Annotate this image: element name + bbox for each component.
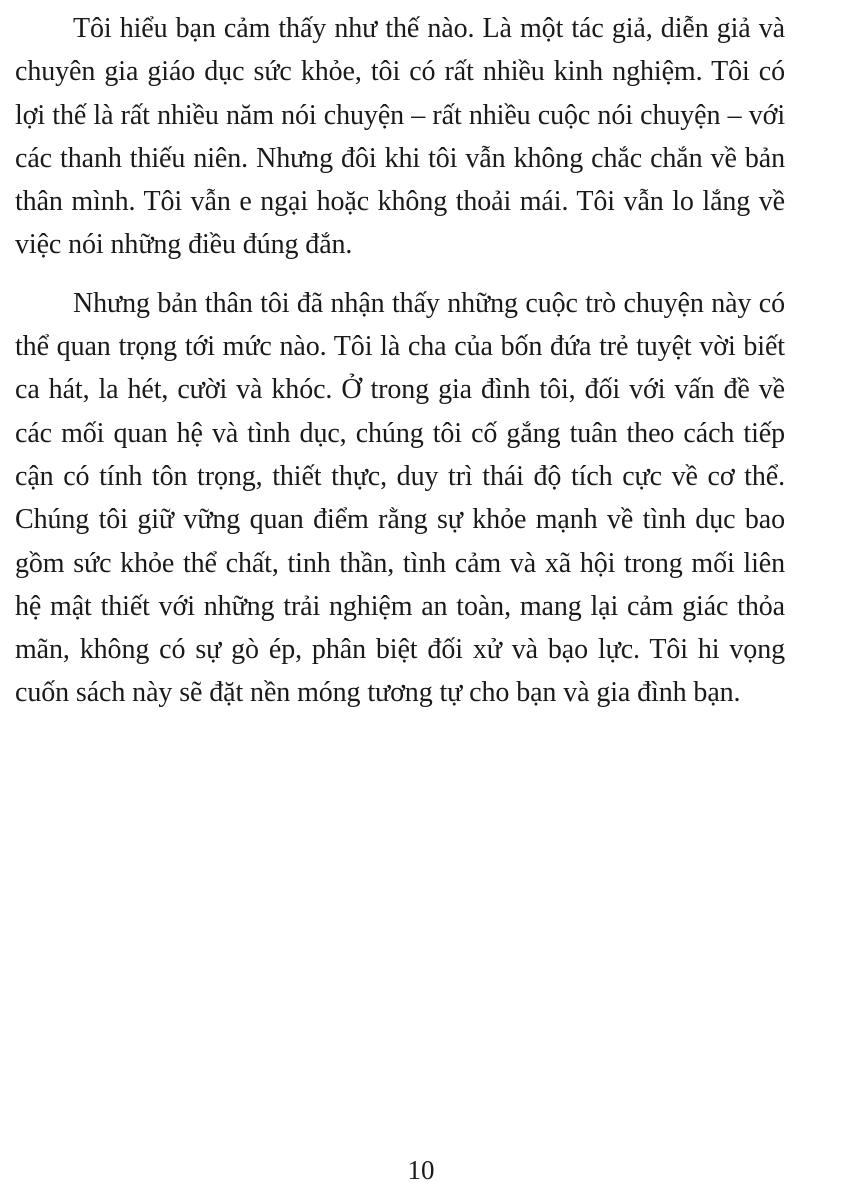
page-number: 10 [407, 1155, 435, 1185]
body-text [15, 7, 785, 715]
paragraph-2: Nhưng bản thân tôi đã nhận thấy những cuộc trò chuyện này có thể quan trọng tới mức nào. Tôi là cha của bốn đứa trẻ tuyệt vời biết ca hát, la hét, cười và khóc. Ở trong gia đình tôi, đối với vấn đề về các mối quan hệ và tình dục, chúng tôi cố gắng tuân theo cách tiếp cận có tính tôn trọng, thiết thực, duy trì thái độ tích cực về cơ thể. Chúng tôi giữ vững quan điểm rằng sự khỏe mạnh về tình dục bao gồm sức khỏe thể chất, tinh thần, tình cảm và xã hội trong mối liên hệ mật thiết với những trải nghiệm an toàn, mang lại cảm giác thỏa mãn, không có sự gò ép, phân biệt đối xử và bạo lực. Tôi hi vọng cuốn sách này sẽ đặt nền móng tương tự cho bạn và gia đình bạn. [15, 287, 785, 709]
book-page [15, 0, 785, 1200]
paragraph-1: Tôi hiểu bạn cảm thấy như thế nào. Là một tác giả, diễn giả và chuyên gia giáo dục sức khỏe, tôi có rất nhiều kinh nghiệm. Tôi có lợi thế là rất nhiều năm nói chuyện – rất nhiều cuộc nói chuyện – với các thanh thiếu niên. Nhưng đôi khi tôi vẫn không chắc chắn về bản thân mình. Tôi vẫn e ngại hoặc không thoải mái. Tôi vẫn lo lắng về việc nói những điều đúng đắn. [15, 13, 785, 261]
